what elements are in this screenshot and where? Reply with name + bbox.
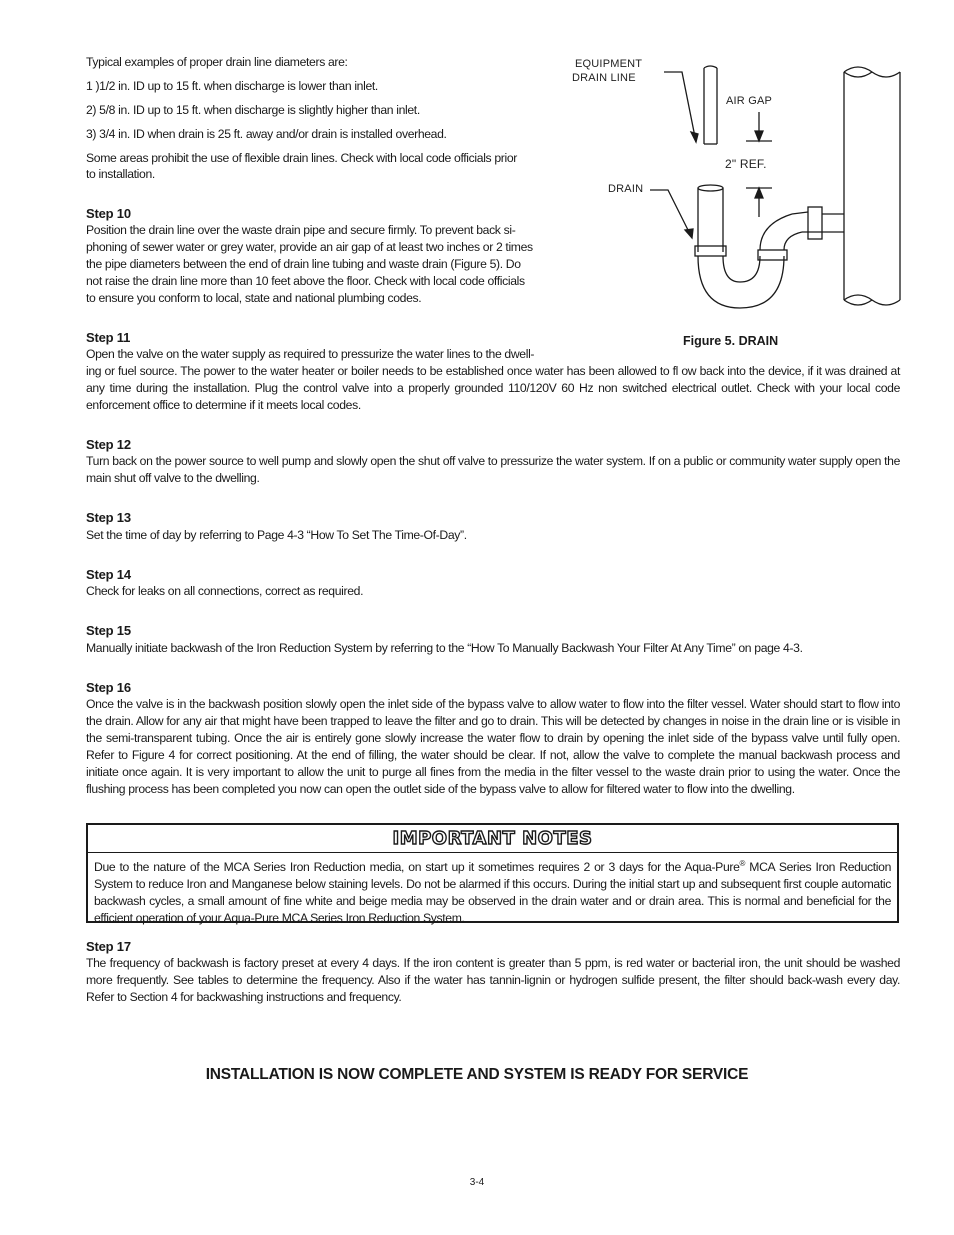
notes-text-part1: Due to the nature of the MCA Series Iron Reduction media, on start up it sometimes requires 2 or 3 days for the Aqua-Pure bbox=[94, 860, 740, 875]
step-16-text: Once the valve is in the backwash position slowly open the inlet side of the bypass valve to allow water to flow into the filter vessel. Water should start to flow into the drain. Allow for any air that might have been trapped to leave the filter and go to drain. This will be detected by changes in noise in the drain line or is visible in the semi-transparent tubing. Once the air is entirely gone slowly increase the water flow to drain by opening the inlet side of the bypass valve until fully open. Refer to Figure 4 for correct positioning. At the end of filling, the water should be clear. If not, allow the valve to complete the manual backwash process and initiate once again. It is very important to allow the unit to purge all fines from the media in the filter vessel to the waste drain prior to using the water. Once the flushing process has been completed you now can open the outlet side of the bypass valve to allow for filtered water to flow into the dwelling. bbox=[86, 697, 900, 796]
step-10-title: Step 10 bbox=[86, 206, 131, 221]
step-16-title: Step 16 bbox=[86, 680, 131, 695]
drain-example-1: 1 )1/2 in. ID up to 15 ft. when discharge is lower than inlet. bbox=[86, 79, 378, 93]
drain-label: DRAIN bbox=[608, 183, 644, 195]
step-13-text: Set the time of day by referring to Page 4-3 “How To Set The Time-Of-Day”. bbox=[86, 528, 467, 542]
step-14-text: Check for leaks on all connections, correct as required. bbox=[86, 584, 364, 598]
air-gap-label: AIR GAP bbox=[726, 95, 773, 107]
flexible-drain-note-line1: Some areas prohibit the use of flexible drain lines. Check with local code officials prior bbox=[86, 151, 517, 165]
step-15-title: Step 15 bbox=[86, 623, 131, 638]
drain-example-3: 3) 3/4 in. ID when drain is 25 ft. away and/or drain is installed overhead. bbox=[86, 127, 447, 141]
notes-text-part2: MCA Series Iron Reduction System to reduce Iron and Manganese below staining levels. Do not be alarmed if this occurs. During the initial start up and subsequent first couple automatic backwash cycles, a small amount of fine white and beige media may be observed in the drain water and or drain area. This is normal and beneficial for the efficient operation of your Aqua-Pure MCA Series Iron Reduction System. bbox=[94, 860, 892, 926]
important-notes-box bbox=[86, 823, 899, 926]
drain-example-2: 2) 5/8 in. ID up to 15 ft. when discharge is slightly higher than inlet. bbox=[86, 103, 420, 117]
step-14-title: Step 14 bbox=[86, 567, 131, 582]
step-13-title: Step 13 bbox=[86, 510, 131, 525]
important-notes-text bbox=[94, 855, 891, 927]
flexible-drain-note-line2: to installation. bbox=[86, 167, 155, 181]
page-number: 3-4 bbox=[469, 1177, 485, 1188]
important-notes-title: IMPORTANT NOTES bbox=[88, 825, 897, 853]
step-12-text: Turn back on the power source to well pump and slowly open the shut off valve to pressurize the water system. If on a public or community water supply open the main shut off valve to the dwelling. bbox=[86, 454, 900, 485]
step-11-title: Step 11 bbox=[86, 330, 131, 345]
step-11-line-1: Open the valve on the water supply as required to pressurize the water lines to the dwell- bbox=[86, 347, 535, 361]
drain-figure bbox=[570, 52, 910, 332]
step-10-line-2: phoning of sewer water or grey water, provide an air gap of at least two inches or 2 times bbox=[86, 240, 533, 254]
step-17-text: The frequency of backwash is factory preset at every 4 days. If the iron content is greater than 5 ppm, is red water or bacterial iron, the unit should be washed more frequently. See tables to determine the frequency. Also if the water has tannin-lignin or hydrogen sulfide present, the filter should back-wash every day. Refer to Section 4 for backwashing instructions and frequency. bbox=[86, 956, 900, 1004]
step-15-text: Manually initiate backwash of the Iron Reduction System by referring to the “How To Manually Backwash Your Filter At Any Time” on page 4-3. bbox=[86, 641, 803, 655]
step-12-title: Step 12 bbox=[86, 437, 131, 452]
step-17-title: Step 17 bbox=[86, 939, 131, 954]
equipment-label-line2: DRAIN LINE bbox=[572, 72, 636, 84]
completion-banner: INSTALLATION IS NOW COMPLETE AND SYSTEM IS READY FOR SERVICE bbox=[205, 1066, 749, 1083]
step-10-line-1: Position the drain line over the waste drain pipe and secure firmly. To prevent back si- bbox=[86, 223, 516, 237]
step-10-line-4: not raise the drain line more than 10 feet above the floor. Check with local code officials bbox=[86, 274, 525, 288]
equipment-label-line1: EQUIPMENT bbox=[575, 58, 643, 70]
step-11-text: ing or fuel source. The power to the water heater or boiler needs to be established once water has been allowed to fl ow back into the device, if it was drained at any time during the installation. Plug the control valve into a properly grounded 110/120V 60 Hz non switched electrical outlet. Check with your local code enforcement office to determine if it meets local codes. bbox=[86, 364, 900, 412]
ref-label: 2" REF. bbox=[725, 157, 767, 171]
registered-mark: ® bbox=[739, 859, 746, 868]
step-10-line-5: to ensure you conform to local, state and national plumbing codes. bbox=[86, 291, 422, 305]
figure-caption: Figure 5. DRAIN bbox=[683, 334, 779, 348]
step-10-line-3: the pipe diameters between the end of drain line tubing and waste drain (Figure 5). Do bbox=[86, 257, 521, 271]
intro-lead: Typical examples of proper drain line diameters are: bbox=[86, 55, 348, 69]
